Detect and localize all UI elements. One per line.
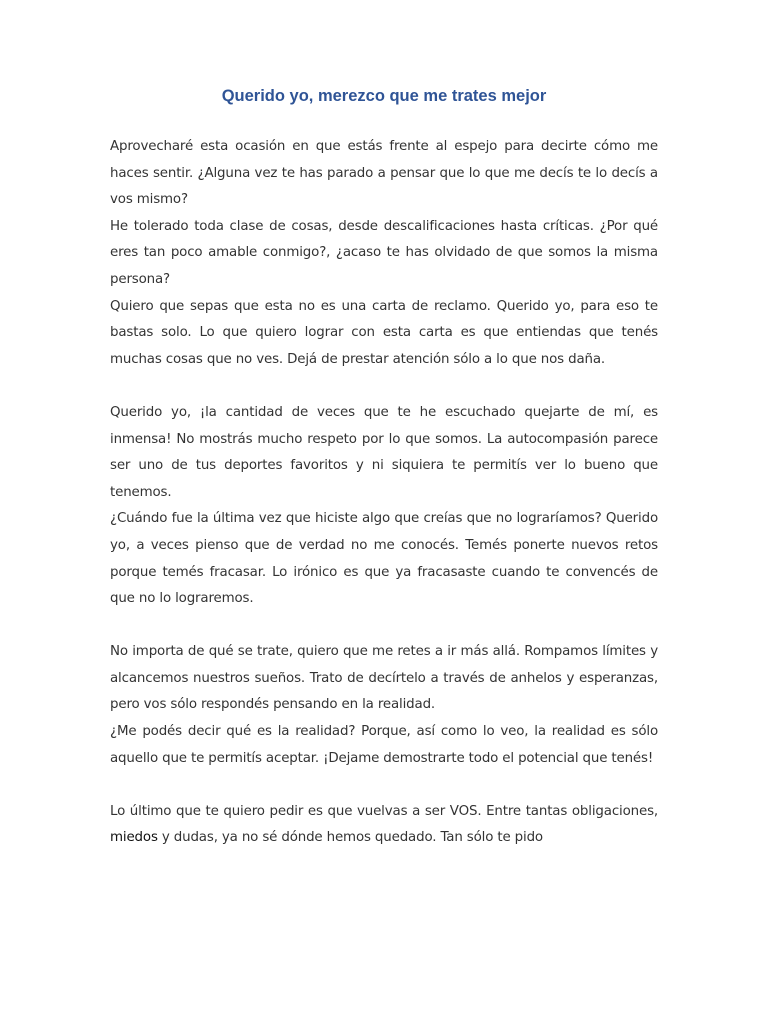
- paragraph-gap: [110, 373, 658, 400]
- paragraph-8: [110, 799, 658, 852]
- paragraph-8-end: y dudas, ya no sé dónde hemos quedado. Tan sólo te pido: [161, 830, 543, 846]
- document-page: [110, 84, 658, 852]
- paragraph-3: Quiero que sepas que esta no es una carta de reclamo. Querido yo, para eso te bastas solo. Lo que quiero lograr con esta carta es que entiendas que tenés muchas cosas que no ves. Dejá de prestar atención sólo a lo que nos daña.: [110, 298, 658, 367]
- paragraph-1: Aprovecharé esta ocasión en que estás frente al espejo para decirte cómo me haces sentir. ¿Alguna vez te has parado a pensar que lo que me decís te lo decís a vos mismo?: [110, 139, 658, 208]
- paragraph-6: No importa de qué se trate, quiero que me retes a ir más allá. Rompamos límites y alcancemos nuestros sueños. Trato de decírtelo a través de anhelos y esperanzas, pero vos sólo respondés pensando en la realidad.: [110, 644, 658, 713]
- document-title: Querido yo, merezco que me trates mejor: [221, 87, 547, 105]
- paragraph-4: Querido yo, ¡la cantidad de veces que te he escuchado quejarte de mí, es inmensa! No mostrás mucho respeto por lo que somos. La autocompasión parece ser uno de tus deportes favoritos y ni siquiera te permitís ver lo bueno que tenemos.: [110, 404, 658, 500]
- paragraph-2: He tolerado toda clase de cosas, desde descalificaciones hasta críticas. ¿Por qué eres tan poco amable conmigo?, ¿acaso te has olvidado de que somos la misma persona?: [110, 218, 658, 287]
- paragraph-5: ¿Cuándo fue la última vez que hiciste algo que creías que no lograríamos? Querido yo, a veces pienso que de verdad no me conocés. Temés ponerte nuevos retos porque temés fracasar. Lo irónico es que ya fracasaste cuando te convencés de que no lo lograremos.: [110, 511, 658, 607]
- highlighted-word-miedos: miedos: [110, 830, 158, 846]
- paragraph-7: ¿Me podés decir qué es la realidad? Porque, así como lo veo, la realidad es sólo aquello que te permitís aceptar. ¡Dejame demostrarte todo el potencial que tenés!: [110, 724, 658, 766]
- paragraph-8-start: Lo último que te quiero pedir es que vuelvas a ser VOS. Entre tantas obligaciones,: [110, 803, 658, 819]
- paragraph-gap: [110, 613, 658, 640]
- paragraph-gap: [110, 772, 658, 799]
